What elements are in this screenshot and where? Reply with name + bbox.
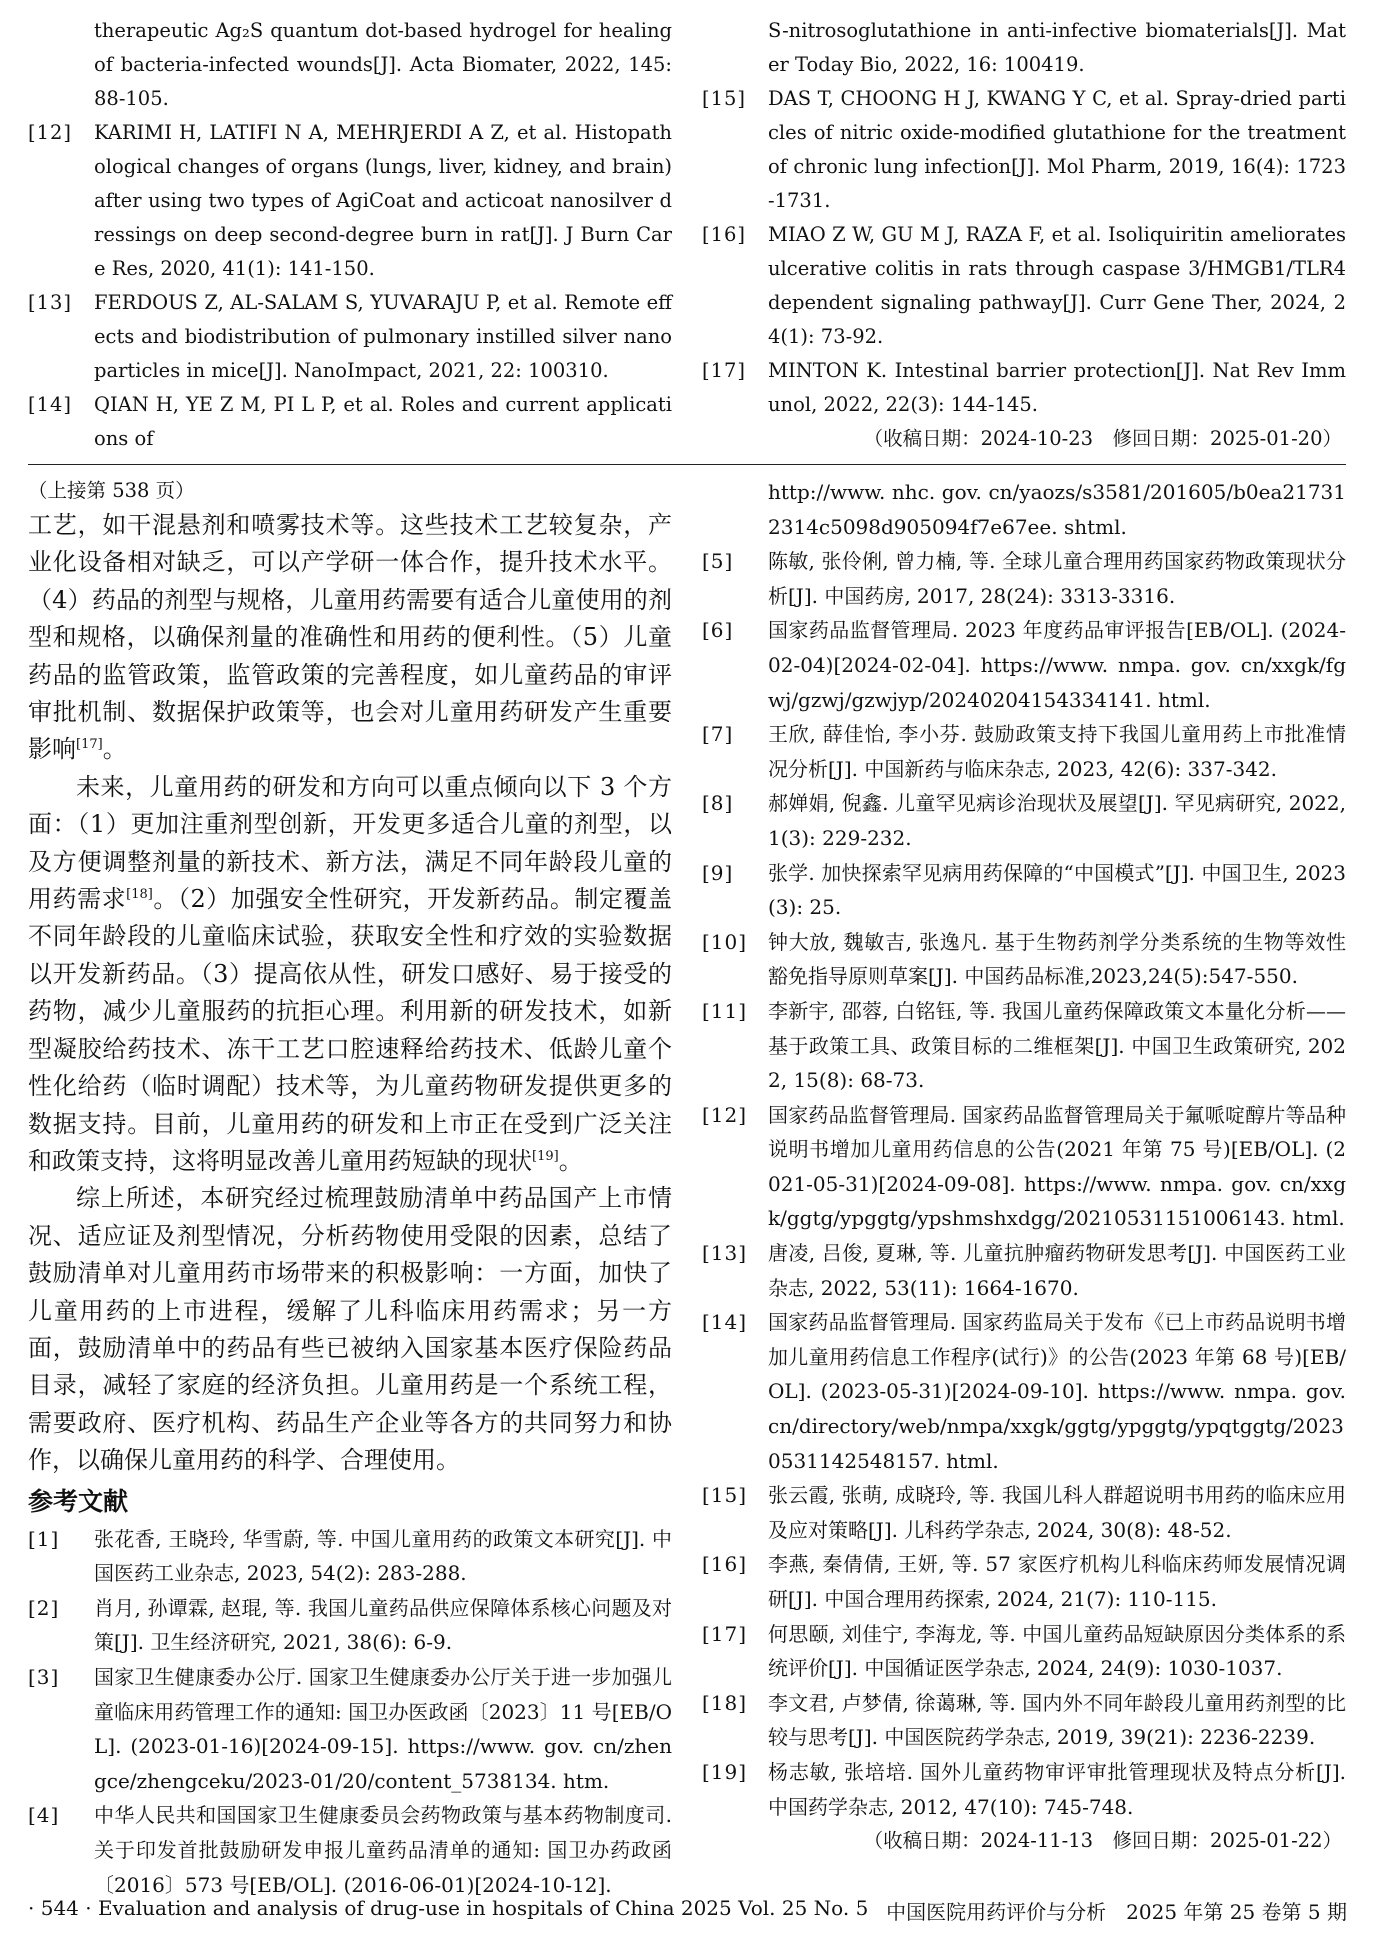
reference-item xyxy=(702,354,1346,422)
reference-text: 国家药品监督管理局. 国家药监局关于发布《已上市药品说明书增加儿童用药信息工作程序(试行)》的公告(2023 年第 68 号)[EB/OL]. (2023-05-31)[2024-09-10]. https://www. nmpa. gov. cn/directory/web/nmpa/xxgk/ggtg/ypggtg/ypqtggtg/20230531142548157. html. xyxy=(768,1310,1346,1473)
reference-text: 国家药品监督管理局. 国家药品监督管理局关于氟哌啶醇片等品种说明书增加儿童用药信息的公告(2021 年第 75 号)[EB/OL]. (2021-05-31)[2024-09-08]. https://www. nmpa. gov. cn/xxgk/ggtg/ypggtg/ypshmshxdgg/20210531151006143. html. xyxy=(768,1102,1346,1231)
reference-number: [3] xyxy=(28,1664,60,1689)
reference-item xyxy=(28,1522,672,1591)
reference-item xyxy=(702,475,1346,544)
reference-text: 国家药品监督管理局. 2023 年度药品审评报告[EB/OL]. (2024-02-04)[2024-02-04]. https://www. nmpa. gov. cn/xxgk/fgwj/gzwj/gzwjyp/20240204154334141. html. xyxy=(768,618,1346,712)
bottom-section xyxy=(28,475,1346,1902)
body-paragraph: 综上所述，本研究经过梳理鼓励清单中药品国产上市情况、适应证及剂型情况，分析药物使用受限的因素，总结了鼓励清单对儿童用药市场带来的积极影响：一方面，加快了儿童用药的上市进程，缓解了儿科临床用药需求；另一方面，鼓励清单中的药品有些已被纳入国家基本医疗保险药品目录，减轻了家庭的经济负担。儿童用药是一个系统工程，需要政府、医疗机构、药品生产企业等各方的共同努力和协作，以确保儿童用药的科学、合理使用。 xyxy=(28,1184,672,1475)
reference-text: 陈敏, 张伶俐, 曾力楠, 等. 全球儿童合理用药国家药物政策现状分析[J]. 中国药房, 2017, 28(24): 3313-3316. xyxy=(768,549,1346,608)
page xyxy=(28,14,1346,1902)
reference-text: 张云霞, 张萌, 成晓玲, 等. 我国儿科人群超说明书用药的临床应用及应对策略[J]. 儿科药学杂志, 2024, 30(8): 48-52. xyxy=(768,1483,1346,1542)
citation[interactable]: [19] xyxy=(532,1148,559,1164)
top-right-column xyxy=(702,14,1346,456)
reference-number: [15] xyxy=(702,1483,748,1508)
reference-number: [14] xyxy=(702,1310,748,1335)
citation[interactable]: [17] xyxy=(76,737,103,753)
reference-item xyxy=(702,1686,1346,1755)
reference-item xyxy=(28,388,672,456)
reference-item xyxy=(28,14,672,116)
reference-text: QIAN H, YE Z M, PI L P, et al. Roles and current applications of xyxy=(94,393,672,450)
reference-item xyxy=(702,856,1346,925)
reference-item xyxy=(702,1305,1346,1478)
reference-item xyxy=(702,1236,1346,1305)
reference-item xyxy=(702,925,1346,994)
reference-number: [14] xyxy=(28,393,73,416)
citation[interactable]: [18] xyxy=(126,887,153,903)
reference-text: http://www. nhc. gov. cn/yaozs/s3581/201605/b0ea217312314c5098d905094f7e67ee. shtml. xyxy=(768,480,1346,539)
top-references xyxy=(28,14,1346,456)
reference-text: 张花香, 王晓玲, 华雪蔚, 等. 中国儿童用药的政策文本研究[J]. 中国医药工业杂志, 2023, 54(2): 283-288. xyxy=(94,1526,672,1586)
reference-item xyxy=(702,544,1346,613)
footer-left: · 544 · Evaluation and analysis of drug-use in hospitals of China 2025 Vol. 25 No. 5 xyxy=(28,1896,869,1920)
reference-number: [15] xyxy=(702,87,747,110)
reference-text: 钟大放, 魏敏吉, 张逸凡. 基于生物药剂学分类系统的生物等效性豁免指导原则草案[J]. 中国药品标准,2023,24(5):547-550. xyxy=(768,929,1346,989)
body-paragraph: 工艺，如干混悬剂和喷雾技术等。这些技术工艺较复杂，产业化设备相对缺乏，可以产学研一体合作，提升技术水平。（4）药品的剂型与规格，儿童用药需要有适合儿童使用的剂型和规格，以确保剂量的准确性和用药的便利性。（5）儿童药品的监管政策，监管政策的完善程度，如儿童药品的审评审批机制、数据保护政策等，也会对儿童用药研发产生重要影响[17]。 xyxy=(28,511,672,764)
reference-number: [4] xyxy=(28,1803,60,1828)
reference-item xyxy=(28,286,672,388)
reference-item xyxy=(702,1755,1346,1824)
reference-number: [11] xyxy=(702,998,748,1023)
reference-number: [5] xyxy=(702,549,734,574)
bottom-left-column xyxy=(28,475,672,1902)
reference-number: [16] xyxy=(702,223,747,246)
reference-text: 国家卫生健康委办公厅. 国家卫生健康委办公厅关于进一步加强儿童临床用药管理工作的通知: 国卫办医政函〔2023〕11 号[EB/OL]. (2023-01-16)[2024-09-15]. https://www. gov. cn/zhengce/zhengceku/2023-01/20/content_5738134. htm. xyxy=(94,1664,672,1793)
reference-item xyxy=(702,613,1346,717)
reference-item xyxy=(702,1547,1346,1616)
page-footer xyxy=(28,1896,1347,1925)
body-paragraph: 未来，儿童用药的研发和方向可以重点倾向以下 3 个方面：（1）更加注重剂型创新，开发更多适合儿童的剂型，以及方便调整剂量的新技术、新方法，满足不同年龄段儿童的用药需求[18]。（2）加强安全性研究，开发新药品。制定覆盖不同年龄段的儿童临床试验，获取安全性和疗效的实验数据以开发新药品。（3）提高依从性，研发口感好、易于接受的药物，减少儿童服药的抗拒心理。利用新的研发技术，如新型凝胶给药技术、冻干工艺口腔速释给药技术、低龄儿童个性化给药（临时调配）技术等，为儿童药物研发提供更多的数据支持。目前，儿童用药的研发和上市正在受到广泛关注和政策支持，这将明显改善儿童用药短缺的现状[19]。 xyxy=(28,772,672,1175)
bottom-right-column xyxy=(702,475,1346,1902)
reference-number: [17] xyxy=(702,359,747,382)
reference-text: 何思颐, 刘佳宁, 李海龙, 等. 中国儿童药品短缺原因分类体系的系统评价[J]. 中国循证医学杂志, 2024, 24(9): 1030-1037. xyxy=(768,1621,1346,1681)
reference-item xyxy=(702,786,1346,855)
reference-text: 李文君, 卢梦倩, 徐蔼琳, 等. 国内外不同年龄段儿童用药剂型的比较与思考[J]. 中国医院药学杂志, 2019, 39(21): 2236-2239. xyxy=(768,1690,1346,1750)
reference-number: [12] xyxy=(28,121,73,144)
references-heading: 参考文献 xyxy=(28,1486,129,1516)
footer-right: 中国医院用药评价与分析 2025 年第 25 卷第 5 期 xyxy=(886,1900,1347,1924)
reference-text: therapeutic Ag₂S quantum dot-based hydrogel for healing of bacteria-infected wounds[J]. Acta Biomater, 2022, 145: 88-105. xyxy=(94,19,672,110)
reference-item xyxy=(702,1617,1346,1686)
reference-item xyxy=(702,994,1346,1098)
reference-text: 唐凌, 吕俊, 夏琳, 等. 儿童抗肿瘤药物研发思考[J]. 中国医药工业杂志, 2022, 53(11): 1664-1670. xyxy=(768,1241,1346,1300)
reference-number: [17] xyxy=(702,1621,748,1646)
reference-item xyxy=(702,218,1346,354)
continued-note: （上接第 538 页） xyxy=(28,479,195,502)
reference-item xyxy=(28,116,672,286)
reference-item xyxy=(702,1478,1346,1547)
reference-item xyxy=(28,1591,672,1660)
reference-number: [10] xyxy=(702,929,748,954)
reference-text: 肖月, 孙谭霖, 赵琨, 等. 我国儿童药品供应保障体系核心问题及对策[J]. 卫生经济研究, 2021, 38(6): 6-9. xyxy=(94,1595,672,1655)
reference-number: [13] xyxy=(702,1241,748,1266)
reference-text: MIAO Z W, GU M J, RAZA F, et al. Isoliquiritin ameliorates ulcerative colitis in rats through caspase 3/HMGB1/TLR4 dependent signaling pathway[J]. Curr Gene Ther, 2024, 24(1): 73-92. xyxy=(768,223,1346,348)
reference-text: 杨志敏, 张培培. 国外儿童药物审评审批管理现状及特点分析[J]. 中国药学杂志, 2012, 47(10): 745-748. xyxy=(768,1759,1346,1819)
reference-text: DAS T, CHOONG H J, KWANG Y C, et al. Spray-dried particles of nitric oxide-modified glutathione for the treatment of chronic lung infection[J]. Mol Pharm, 2019, 16(4): 1723-1731. xyxy=(768,87,1346,212)
reference-number: [2] xyxy=(28,1595,60,1620)
reference-text: 李新宇, 邵蓉, 白铭钰, 等. 我国儿童药保障政策文本量化分析——基于政策工具、政策目标的二维框架[J]. 中国卫生政策研究, 2022, 15(8): 68-73. xyxy=(768,998,1346,1093)
reference-number: [8] xyxy=(702,791,734,816)
section-divider xyxy=(28,464,1346,465)
reference-text: S-nitrosoglutathione in anti-infective biomaterials[J]. Mater Today Bio, 2022, 16: 100419. xyxy=(768,19,1346,76)
reference-number: [12] xyxy=(702,1102,748,1127)
reference-text: 李燕, 秦倩倩, 王妍, 等. 57 家医疗机构儿科临床药师发展情况调研[J]. 中国合理用药探索, 2024, 21(7): 110-115. xyxy=(768,1552,1346,1611)
reference-text: MINTON K. Intestinal barrier protection[J]. Nat Rev Immunol, 2022, 22(3): 144-145. xyxy=(768,359,1346,416)
reference-text: KARIMI H, LATIFI N A, MEHRJERDI A Z, et al. Histopathological changes of organs (lungs, liver, kidney, and brain) after using two types of AgiCoat and acticoat nanosilver dressings on deep second-degree burn in rat[J]. J Burn Care Res, 2020, 41(1): 141-150. xyxy=(94,121,672,280)
reference-number: [9] xyxy=(702,860,734,885)
reference-item xyxy=(702,14,1346,82)
top-left-column xyxy=(28,14,672,456)
received-dates: （收稿日期：2024-10-23 修回日期：2025-01-20） xyxy=(863,427,1342,450)
reference-number: [13] xyxy=(28,291,73,314)
reference-number: [18] xyxy=(702,1690,748,1715)
reference-item xyxy=(702,82,1346,218)
received-dates: （收稿日期：2024-11-13 修回日期：2025-01-22） xyxy=(863,1829,1342,1853)
reference-number: [16] xyxy=(702,1552,748,1577)
reference-number: [7] xyxy=(702,722,734,747)
reference-item xyxy=(28,1798,672,1902)
reference-number: [19] xyxy=(702,1759,748,1784)
reference-item xyxy=(702,717,1346,786)
reference-item xyxy=(28,1660,672,1798)
reference-item xyxy=(702,1098,1346,1236)
reference-number: [6] xyxy=(702,618,734,643)
reference-number: [1] xyxy=(28,1526,60,1551)
reference-text: 郝婵娟, 倪鑫. 儿童罕见病诊治现状及展望[J]. 罕见病研究, 2022, 1(3): 229-232. xyxy=(768,791,1346,850)
reference-text: FERDOUS Z, AL-SALAM S, YUVARAJU P, et al. Remote effects and biodistribution of pulmonary instilled silver nanoparticles in mice[J]. NanoImpact, 2021, 22: 100310. xyxy=(94,291,672,382)
reference-text: 王欣, 薛佳怡, 李小芬. 鼓励政策支持下我国儿童用药上市批准情况分析[J]. 中国新药与临床杂志, 2023, 42(6): 337-342. xyxy=(768,722,1346,781)
reference-text: 中华人民共和国国家卫生健康委员会药物政策与基本药物制度司. 关于印发首批鼓励研发申报儿童药品清单的通知: 国卫办药政函〔2016〕573 号[EB/OL]. (2016-06-01)[2024-10-12]. xyxy=(94,1803,672,1897)
reference-text: 张学. 加快探索罕见病用药保障的“中国模式”[J]. 中国卫生, 2023(3): 25. xyxy=(768,860,1346,920)
